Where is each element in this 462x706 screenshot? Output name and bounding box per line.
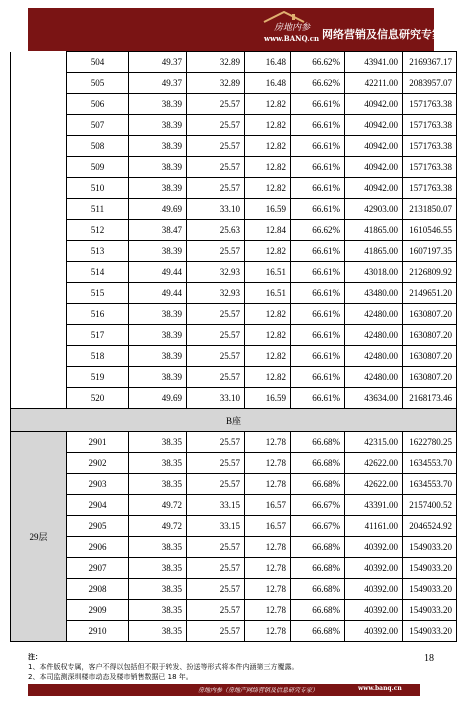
value-cell: 32.93 — [187, 283, 245, 304]
value-cell: 41865.00 — [345, 220, 403, 241]
value-cell: 1549033.20 — [403, 558, 457, 579]
value-cell: 2157400.52 — [403, 495, 457, 516]
note-title: 注： — [28, 653, 42, 661]
value-cell: 40392.00 — [345, 537, 403, 558]
section-b-body — [11, 432, 457, 642]
value-cell: 1630807.20 — [403, 367, 457, 388]
value-cell: 12.78 — [245, 558, 291, 579]
value-cell: 25.57 — [187, 600, 245, 621]
value-cell: 12.82 — [245, 367, 291, 388]
table-row — [11, 241, 457, 262]
value-cell: 66.61% — [291, 136, 345, 157]
table-row — [11, 621, 457, 642]
value-cell: 25.57 — [187, 621, 245, 642]
table-row — [11, 600, 457, 621]
floor-cell: 29层 — [11, 432, 67, 642]
value-cell: 1571763.38 — [403, 94, 457, 115]
table-row — [11, 283, 457, 304]
value-cell: 38.39 — [129, 157, 187, 178]
room-number-cell: 2902 — [67, 453, 129, 474]
value-cell: 38.39 — [129, 325, 187, 346]
value-cell: 49.44 — [129, 283, 187, 304]
value-cell: 40392.00 — [345, 579, 403, 600]
value-cell: 66.61% — [291, 283, 345, 304]
table-row — [11, 136, 457, 157]
value-cell: 12.78 — [245, 474, 291, 495]
table-row — [11, 325, 457, 346]
room-number-cell: 2908 — [67, 579, 129, 600]
value-cell: 66.61% — [291, 178, 345, 199]
value-cell: 66.61% — [291, 304, 345, 325]
value-cell: 12.82 — [245, 241, 291, 262]
value-cell: 40942.00 — [345, 94, 403, 115]
value-cell: 1549033.20 — [403, 600, 457, 621]
value-cell: 16.48 — [245, 73, 291, 94]
value-cell: 66.61% — [291, 262, 345, 283]
value-cell: 1549033.20 — [403, 579, 457, 600]
value-cell: 12.82 — [245, 304, 291, 325]
value-cell: 49.37 — [129, 73, 187, 94]
value-cell: 12.78 — [245, 600, 291, 621]
room-number-cell: 2906 — [67, 537, 129, 558]
value-cell: 66.67% — [291, 516, 345, 537]
room-number-cell: 507 — [67, 115, 129, 136]
value-cell: 66.61% — [291, 115, 345, 136]
table-row — [11, 346, 457, 367]
value-cell: 40942.00 — [345, 157, 403, 178]
value-cell: 25.57 — [187, 346, 245, 367]
value-cell: 33.10 — [187, 199, 245, 220]
brand-name: 房地内参 — [274, 23, 311, 33]
brand-url: www.BANQ.cn — [264, 34, 320, 43]
room-number-cell: 514 — [67, 262, 129, 283]
value-cell: 1549033.20 — [403, 621, 457, 642]
header-banner — [28, 8, 443, 51]
page-number: 18 — [424, 653, 434, 664]
value-cell: 16.57 — [245, 495, 291, 516]
section-b-header — [11, 409, 457, 432]
table-row — [11, 367, 457, 388]
room-number-cell: 504 — [67, 52, 129, 73]
room-number-cell: 2903 — [67, 474, 129, 495]
value-cell: 25.57 — [187, 367, 245, 388]
value-cell: 2046524.92 — [403, 516, 457, 537]
room-number-cell: 509 — [67, 157, 129, 178]
room-number-cell: 506 — [67, 94, 129, 115]
room-number-cell: 511 — [67, 199, 129, 220]
value-cell: 66.68% — [291, 600, 345, 621]
floor-cell — [11, 52, 67, 409]
value-cell: 25.57 — [187, 115, 245, 136]
value-cell: 33.15 — [187, 516, 245, 537]
value-cell: 66.61% — [291, 346, 345, 367]
value-cell: 66.68% — [291, 432, 345, 453]
table-row — [11, 304, 457, 325]
value-cell: 66.62% — [291, 73, 345, 94]
value-cell: 43634.00 — [345, 388, 403, 409]
room-number-cell: 2904 — [67, 495, 129, 516]
table-row — [11, 115, 457, 136]
value-cell: 66.68% — [291, 474, 345, 495]
room-number-cell: 2905 — [67, 516, 129, 537]
value-cell: 12.82 — [245, 157, 291, 178]
value-cell: 12.78 — [245, 537, 291, 558]
table-row — [11, 495, 457, 516]
value-cell: 41161.00 — [345, 516, 403, 537]
footer-url: www.banq.cn — [358, 685, 402, 692]
section-b-label: B座 — [11, 409, 457, 432]
value-cell: 66.68% — [291, 579, 345, 600]
value-cell: 25.57 — [187, 241, 245, 262]
note-line-1: 1、本件版权专属，客户不得以包括但不限于转发、扮送等形式将本件内涵第三方覆露。 — [28, 663, 299, 671]
value-cell: 25.57 — [187, 453, 245, 474]
section-a-body — [11, 52, 457, 409]
value-cell: 25.57 — [187, 537, 245, 558]
value-cell: 1622780.25 — [403, 432, 457, 453]
value-cell: 43941.00 — [345, 52, 403, 73]
value-cell: 66.61% — [291, 325, 345, 346]
value-cell: 33.10 — [187, 388, 245, 409]
value-cell: 25.57 — [187, 432, 245, 453]
room-number-cell: 2901 — [67, 432, 129, 453]
value-cell: 49.72 — [129, 516, 187, 537]
value-cell: 25.57 — [187, 304, 245, 325]
value-cell: 66.67% — [291, 495, 345, 516]
value-cell: 32.89 — [187, 52, 245, 73]
value-cell: 16.51 — [245, 262, 291, 283]
footer-bar — [28, 684, 420, 696]
value-cell: 12.82 — [245, 136, 291, 157]
value-cell: 1630807.20 — [403, 304, 457, 325]
value-cell: 40392.00 — [345, 600, 403, 621]
value-cell: 41865.00 — [345, 241, 403, 262]
value-cell: 2169367.17 — [403, 52, 457, 73]
value-cell: 38.35 — [129, 453, 187, 474]
value-cell: 38.39 — [129, 304, 187, 325]
value-cell: 66.68% — [291, 453, 345, 474]
value-cell: 40942.00 — [345, 178, 403, 199]
value-cell: 25.57 — [187, 558, 245, 579]
room-number-cell: 516 — [67, 304, 129, 325]
value-cell: 12.78 — [245, 579, 291, 600]
value-cell: 66.68% — [291, 558, 345, 579]
value-cell: 42211.00 — [345, 73, 403, 94]
value-cell: 66.61% — [291, 199, 345, 220]
room-number-cell: 508 — [67, 136, 129, 157]
value-cell: 16.57 — [245, 516, 291, 537]
value-cell: 38.39 — [129, 178, 187, 199]
value-cell: 43018.00 — [345, 262, 403, 283]
value-cell: 33.15 — [187, 495, 245, 516]
table-row — [11, 516, 457, 537]
table-row — [11, 537, 457, 558]
table-row — [11, 94, 457, 115]
room-number-cell: 505 — [67, 73, 129, 94]
value-cell: 42480.00 — [345, 367, 403, 388]
value-cell: 42903.00 — [345, 199, 403, 220]
value-cell: 2168173.46 — [403, 388, 457, 409]
notes-block — [28, 652, 420, 686]
value-cell: 1634553.70 — [403, 474, 457, 495]
value-cell: 38.39 — [129, 346, 187, 367]
value-cell: 38.39 — [129, 367, 187, 388]
value-cell: 49.44 — [129, 262, 187, 283]
room-number-cell: 518 — [67, 346, 129, 367]
room-number-cell: 519 — [67, 367, 129, 388]
value-cell: 2131850.07 — [403, 199, 457, 220]
value-cell: 38.35 — [129, 558, 187, 579]
value-cell: 1549033.20 — [403, 537, 457, 558]
value-cell: 38.35 — [129, 600, 187, 621]
value-cell: 38.35 — [129, 432, 187, 453]
room-number-cell: 517 — [67, 325, 129, 346]
value-cell: 32.93 — [187, 262, 245, 283]
value-cell: 2126809.92 — [403, 262, 457, 283]
value-cell: 1610546.55 — [403, 220, 457, 241]
value-cell: 66.61% — [291, 241, 345, 262]
value-cell: 38.39 — [129, 115, 187, 136]
room-number-cell: 2909 — [67, 600, 129, 621]
value-cell: 40392.00 — [345, 621, 403, 642]
table-row — [11, 178, 457, 199]
value-cell: 49.69 — [129, 199, 187, 220]
value-cell: 1630807.20 — [403, 325, 457, 346]
table-row — [11, 474, 457, 495]
value-cell: 12.78 — [245, 453, 291, 474]
value-cell: 38.39 — [129, 136, 187, 157]
value-cell: 49.37 — [129, 52, 187, 73]
table-row — [11, 432, 457, 453]
value-cell: 25.57 — [187, 157, 245, 178]
table-row — [11, 157, 457, 178]
room-number-cell: 512 — [67, 220, 129, 241]
value-cell: 12.82 — [245, 346, 291, 367]
value-cell: 25.57 — [187, 325, 245, 346]
value-cell: 42622.00 — [345, 453, 403, 474]
value-cell: 12.82 — [245, 94, 291, 115]
room-number-cell: 2907 — [67, 558, 129, 579]
value-cell: 12.82 — [245, 325, 291, 346]
value-cell: 49.69 — [129, 388, 187, 409]
value-cell: 32.89 — [187, 73, 245, 94]
value-cell: 2083957.07 — [403, 73, 457, 94]
value-cell: 12.78 — [245, 432, 291, 453]
table-row — [11, 52, 457, 73]
value-cell: 42480.00 — [345, 325, 403, 346]
value-cell: 43391.00 — [345, 495, 403, 516]
value-cell: 42480.00 — [345, 304, 403, 325]
value-cell: 66.61% — [291, 94, 345, 115]
room-number-cell: 510 — [67, 178, 129, 199]
value-cell: 12.82 — [245, 115, 291, 136]
value-cell: 1571763.38 — [403, 136, 457, 157]
value-cell: 66.68% — [291, 621, 345, 642]
value-cell: 25.57 — [187, 94, 245, 115]
value-cell: 25.57 — [187, 136, 245, 157]
value-cell: 25.57 — [187, 579, 245, 600]
value-cell: 16.59 — [245, 388, 291, 409]
table-row — [11, 220, 457, 241]
value-cell: 25.63 — [187, 220, 245, 241]
value-cell: 12.82 — [245, 178, 291, 199]
table-row — [11, 558, 457, 579]
value-cell: 16.51 — [245, 283, 291, 304]
table-row — [11, 199, 457, 220]
value-cell: 38.35 — [129, 537, 187, 558]
value-cell: 25.57 — [187, 178, 245, 199]
value-cell: 38.47 — [129, 220, 187, 241]
value-cell: 66.62% — [291, 220, 345, 241]
value-cell: 38.35 — [129, 621, 187, 642]
value-cell: 66.62% — [291, 52, 345, 73]
value-cell: 38.39 — [129, 241, 187, 262]
value-cell: 42480.00 — [345, 346, 403, 367]
room-number-cell: 513 — [67, 241, 129, 262]
value-cell: 40942.00 — [345, 115, 403, 136]
footer-brand: 房地内参（房地产网络营销及信息研究专家） — [198, 687, 319, 694]
value-cell: 1634553.70 — [403, 453, 457, 474]
value-cell: 66.61% — [291, 388, 345, 409]
table-row — [11, 453, 457, 474]
room-number-cell: 515 — [67, 283, 129, 304]
value-cell: 1571763.38 — [403, 115, 457, 136]
table-row — [11, 73, 457, 94]
value-cell: 42315.00 — [345, 432, 403, 453]
value-cell: 25.57 — [187, 474, 245, 495]
table-row — [11, 262, 457, 283]
value-cell: 16.48 — [245, 52, 291, 73]
sales-table — [10, 51, 457, 642]
table-row — [11, 388, 457, 409]
value-cell: 66.61% — [291, 157, 345, 178]
value-cell: 1630807.20 — [403, 346, 457, 367]
value-cell: 12.78 — [245, 621, 291, 642]
room-number-cell: 2910 — [67, 621, 129, 642]
value-cell: 38.35 — [129, 579, 187, 600]
institute-slogan: 网络营销及信息研究专家 — [322, 28, 443, 41]
note-line-2: 2、本司监测深圳楼市动态及楼市销售数据已 18 年。 — [28, 673, 193, 681]
value-cell: 38.39 — [129, 94, 187, 115]
value-cell: 1571763.38 — [403, 157, 457, 178]
value-cell: 66.61% — [291, 367, 345, 388]
room-number-cell: 520 — [67, 388, 129, 409]
value-cell: 42622.00 — [345, 474, 403, 495]
table-row — [11, 579, 457, 600]
value-cell: 16.59 — [245, 199, 291, 220]
value-cell: 2149651.20 — [403, 283, 457, 304]
value-cell: 1607197.35 — [403, 241, 457, 262]
value-cell: 38.35 — [129, 474, 187, 495]
value-cell: 40392.00 — [345, 558, 403, 579]
value-cell: 43480.00 — [345, 283, 403, 304]
value-cell: 49.72 — [129, 495, 187, 516]
value-cell: 66.68% — [291, 537, 345, 558]
value-cell: 40942.00 — [345, 136, 403, 157]
value-cell: 1571763.38 — [403, 178, 457, 199]
value-cell: 12.84 — [245, 220, 291, 241]
